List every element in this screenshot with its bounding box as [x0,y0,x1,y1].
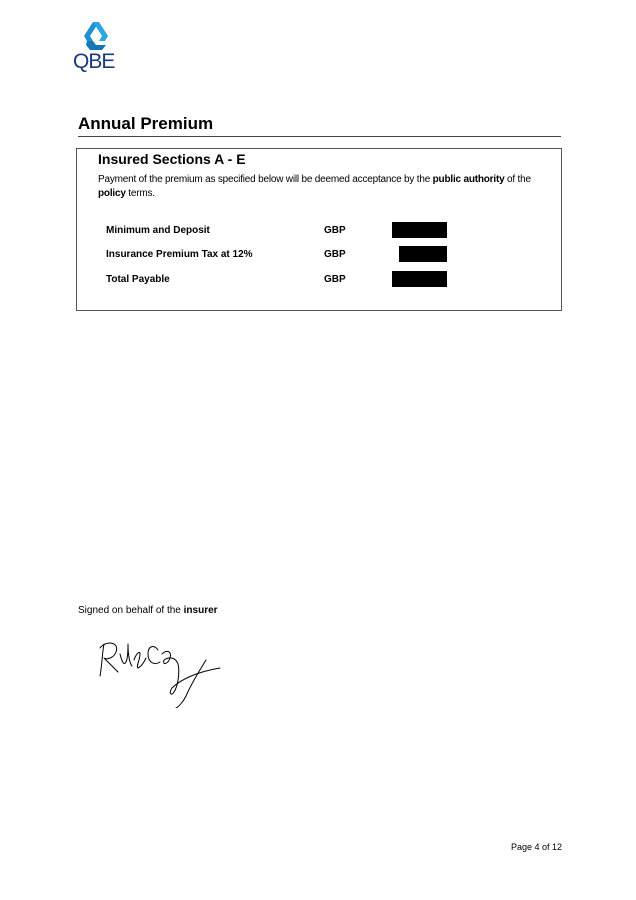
signed-on-behalf [78,605,218,616]
signed-text: Signed on behalf of the [78,605,184,616]
term-public-authority: public authority [432,174,505,185]
row-label: Insurance Premium Tax at 12% [106,249,253,260]
row-currency: GBP [324,274,346,285]
premium-box [76,148,562,311]
para-text: terms. [125,188,155,199]
page-number: Page 4 of 12 [511,842,563,852]
redacted-amount [392,222,447,238]
row-currency: GBP [324,225,346,236]
box-title: Insured Sections A - E [98,151,246,167]
logo-wordmark: QBE [73,50,115,73]
row-label: Total Payable [106,274,170,285]
term-insurer: insurer [183,605,218,616]
handwritten-signature [96,636,224,708]
para-text: of the [504,174,531,185]
qbe-logo-icon [72,20,120,52]
row-label: Minimum and Deposit [106,225,210,236]
qbe-logo [72,20,120,52]
premium-row-ipt [106,246,546,264]
para-text: Payment of the premium as specified below will be deemed acceptance by the [98,174,433,185]
row-currency: GBP [324,249,346,260]
redacted-amount [392,271,447,287]
section-heading: Annual Premium [78,114,561,137]
premium-row-total [106,271,546,289]
term-policy: policy [98,188,126,199]
premium-paragraph [98,173,560,201]
premium-row-minimum-deposit [106,222,546,240]
redacted-amount [399,246,447,262]
